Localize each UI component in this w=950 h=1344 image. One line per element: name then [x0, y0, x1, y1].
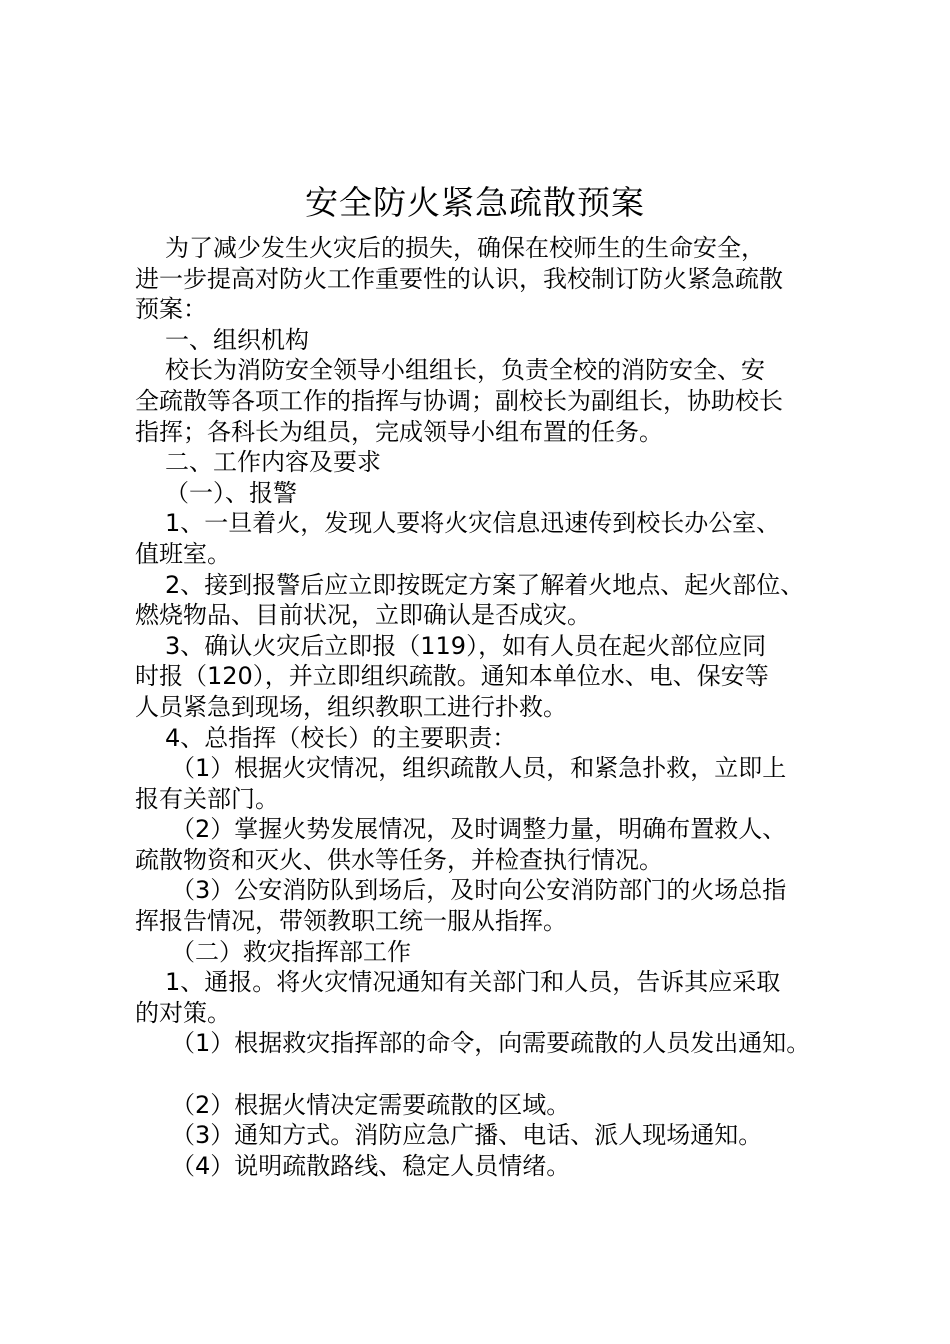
subsection-heading: （一）、报警 [165, 478, 297, 507]
blank-line [135, 1059, 835, 1090]
paragraph-line: 4、总指挥（校长）的主要职责： [165, 723, 517, 752]
paragraph-line: 1、一旦着火，发现人要将火灾信息迅速传到校长办公室、 [165, 509, 781, 538]
paragraph-line: 指挥；各科长为组员，完成领导小组布置的任务。 [135, 417, 663, 446]
paragraph-line: 时报（120），并立即组织疏散。通知本单位水、电、保安等 [135, 662, 769, 691]
paragraph-line: 2、接到报警后应立即按既定方案了解着火地点、起火部位、 [165, 570, 805, 599]
paragraph-line: 全疏散等各项工作的指挥与协调；副校长为副组长，协助校长 [135, 386, 783, 415]
section-heading: 二、工作内容及要求 [165, 448, 381, 477]
paragraph-line: （4）说明疏散路线、稳定人员情绪。 [171, 1151, 571, 1180]
paragraph-line: 校长为消防安全领导小组组长，负责全校的消防安全、安 [165, 356, 765, 385]
paragraph-line: （3）通知方式。消防应急广播、电话、派人现场通知。 [171, 1121, 763, 1150]
paragraph-line: 进一步提高对防火工作重要性的认识，我校制订防火紧急疏散 [135, 264, 783, 293]
paragraph-line: （2）根据火情决定需要疏散的区域。 [171, 1090, 571, 1119]
paragraph-line: 疏散物资和灭火、供水等任务，并检查执行情况。 [135, 845, 663, 874]
paragraph-line: （1）根据火灾情况，组织疏散人员，和紧急扑救，立即上 [171, 754, 787, 783]
subsection-heading: （二）救灾指挥部工作 [171, 937, 411, 966]
paragraph-line: （3）公安消防队到场后，及时向公安消防部门的火场总指 [171, 876, 787, 905]
paragraph-line: 为了减少发生火灾后的损失，确保在校师生的生命安全， [165, 234, 765, 262]
paragraph-line: 报有关部门。 [135, 784, 279, 813]
paragraph-line: 燃烧物品、目前状况，立即确认是否成灾。 [135, 601, 591, 630]
paragraph-line: 预案： [135, 295, 207, 324]
document-body [135, 233, 835, 1181]
paragraph-line: （1）根据救灾指挥部的命令，向需要疏散的人员发出通知。 [171, 1029, 811, 1058]
paragraph-line: 值班室。 [135, 539, 231, 568]
paragraph-line: 挥报告情况，带领教职工统一服从指挥。 [135, 907, 567, 936]
document-title: 安全防火紧急疏散预案 [305, 183, 645, 222]
paragraph-line: 的对策。 [135, 998, 231, 1027]
paragraph-line: 1、通报。将火灾情况通知有关部门和人员，告诉其应采取 [165, 968, 781, 997]
paragraph-line: 3、确认火灾后立即报（119），如有人员在起火部位应同 [165, 631, 767, 660]
paragraph-line: 人员紧急到现场，组织教职工进行扑救。 [135, 692, 567, 721]
section-heading: 一、组织机构 [165, 325, 309, 354]
paragraph-line: （2）掌握火势发展情况，及时调整力量，明确布置救人、 [171, 815, 787, 844]
